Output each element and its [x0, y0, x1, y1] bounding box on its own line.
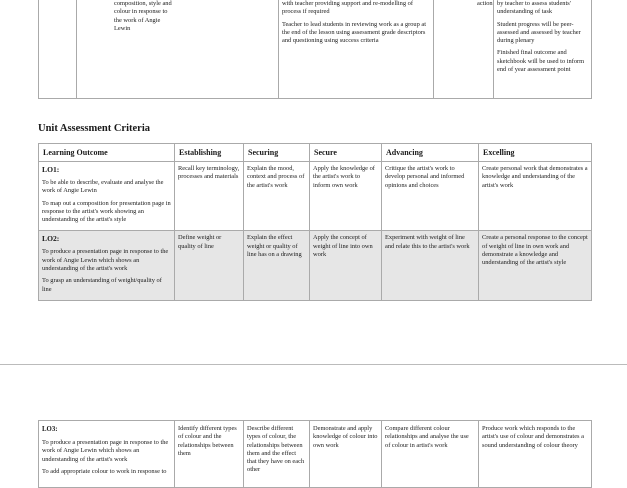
page-break-line: [0, 364, 627, 365]
outcome-text: To add appropriate colour to work in response to: [42, 467, 167, 475]
secure-cell: Demonstrate and apply knowledge of colour into own work: [310, 421, 382, 488]
assessment-criteria-table-continued: [38, 420, 592, 488]
outcome-cell: [39, 421, 175, 488]
establishing-cell: Define weight or quality of line: [175, 231, 244, 301]
advancing-cell: Critique the artist's work to develop personal and informed opinions and choices: [382, 162, 479, 231]
outcome-cell: [39, 231, 175, 301]
header-learning-outcome: Learning Outcome: [39, 144, 175, 162]
assessment-criteria-table: [38, 143, 592, 301]
header-securing: Securing: [244, 144, 310, 162]
fragment-text: with teacher providing support and re-modelling of process if required: [282, 0, 413, 16]
outcome-cell: [39, 162, 175, 231]
outcome-text: To grasp an understanding of weight/quality of line: [42, 277, 162, 293]
fragment-text: composition, style and colour in response to the work of Angie Lewin: [114, 0, 172, 32]
securing-cell: Explain the mood, context and process of the artist's work: [244, 162, 310, 231]
establishing-cell: Recall key terminology, processes and materials: [175, 162, 244, 231]
fragment-cell: [77, 0, 279, 99]
excelling-cell: Produce work which responds to the artist's use of colour and demonstrates a sound understanding of colour theory: [479, 421, 592, 488]
advancing-cell: Compare different colour relationships and analyse the use of colour in artist's work: [382, 421, 479, 488]
header-excelling: Excelling: [479, 144, 592, 162]
lo-label: LO3:: [42, 426, 58, 433]
advancing-cell: Experiment with weight of line and relate this to the artist's work: [382, 231, 479, 301]
secure-cell: Apply the concept of weight of line into own work: [310, 231, 382, 301]
securing-cell: Explain the effect weight or quality of line has on a drawing: [244, 231, 310, 301]
fragment-cell: [494, 0, 592, 99]
secure-cell: Apply the knowledge of the artist's work to inform own work: [310, 162, 382, 231]
establishing-cell: Identify different types of colour and the relationships between them: [175, 421, 244, 488]
table-header-row: [39, 144, 592, 162]
securing-cell: Describe different types of colour, the relationships between them and the effect that they have on each other: [244, 421, 310, 488]
table-row: [39, 231, 592, 301]
outcome-text: To map out a composition for presentation page in response to the artist's work showing an understanding of the artist's style: [42, 199, 171, 224]
fragment-text: Teacher to lead students in reviewing work as a group at the end of the lesson using assessment grade descriptors and questioning using success criteria: [282, 20, 427, 45]
outcome-text: To produce a presentation page in response to the work of Angie Lewin which shows an understanding of the artist's work: [42, 439, 169, 463]
outcome-text: To produce a presentation page in response to the work of Angie Lewin which shows an understanding of the artist's work: [42, 248, 169, 273]
fragment-text: Finished final outcome and sketchbook will be used to inform end of year assessment point: [497, 49, 585, 74]
header-establishing: Establishing: [175, 144, 244, 162]
lesson-plan-table-fragment: [38, 0, 592, 99]
section-title: Unit Assessment Criteria: [38, 123, 150, 134]
table-row: [39, 162, 592, 231]
table-row: [39, 421, 592, 488]
lo-label: LO1:: [42, 165, 60, 174]
fragment-text: Student progress will be peer-assessed and assessed by teacher during plenary: [497, 20, 581, 45]
outcome-text: To be able to describe, evaluate and analyse the work of Angie Lewin: [42, 179, 164, 195]
fragment-text: action: [477, 0, 493, 7]
fragment-cell: [434, 0, 494, 99]
header-secure: Secure: [310, 144, 382, 162]
empty-cell: [39, 0, 77, 99]
lo-label: LO2:: [42, 234, 60, 244]
header-advancing: Advancing: [382, 144, 479, 162]
excelling-cell: Create a personal response to the concept of weight of line in own work and demonstrate a knowledge and understanding of the artist's style: [479, 231, 592, 301]
fragment-text: by teacher to assess students' understanding of task: [497, 0, 571, 16]
fragment-cell: [279, 0, 434, 99]
excelling-cell: Create personal work that demonstrates a knowledge and understanding of the artist's work: [479, 162, 592, 231]
